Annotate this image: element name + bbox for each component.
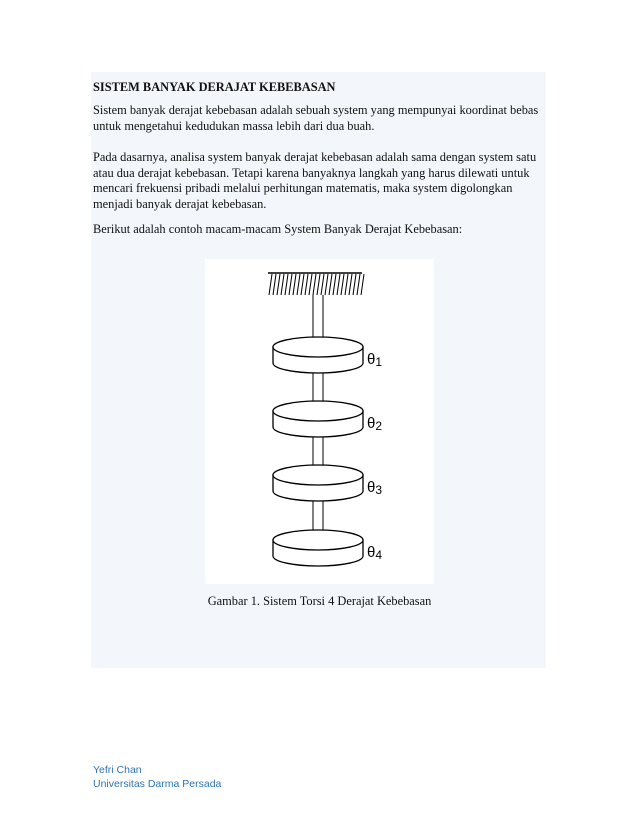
theta-label-2: θ2 [367,415,383,433]
paragraph-intro: Sistem banyak derajat kebebasan adalah sebuah system yang mempunyai koordinat bebas untuk mengetahui kedudukan massa lebih dari dua buah. [93,103,539,133]
paragraph-examples: Berikut adalah contoh macam-macam System Banyak Derajat Kebebasan: [93,222,463,236]
footer-institution: Universitas Darma Persada [93,778,222,790]
theta-label-4: θ4 [367,544,383,562]
footer-author: Yefri Chan [93,764,142,776]
theta-label-1: θ1 [367,351,383,369]
torsion-system-figure [205,259,434,584]
theta-label-3: θ3 [367,479,383,497]
ceiling-support [268,273,364,295]
inertia-disk-3 [273,465,363,501]
document-title: SISTEM BANYAK DERAJAT KEBEBASAN [93,80,336,94]
inertia-disk-1 [273,337,363,373]
figure-caption: Gambar 1. Sistem Torsi 4 Derajat Kebebasan [207,594,432,608]
inertia-disk-2 [273,401,363,437]
torsion-diagram [205,259,434,584]
inertia-disk-4 [273,530,363,566]
paragraph-analysis: Pada dasarnya, analisa system banyak derajat kebebasan adalah sama dengan system satu atau dua derajat kebebasan. Tetapi karena banyaknya langkah yang harus dilewati untuk mencari frekuensi pribadi melalui perhitungan matematis, maka system digolongkan menjadi banyak derajat kebebasan. [93,150,537,211]
